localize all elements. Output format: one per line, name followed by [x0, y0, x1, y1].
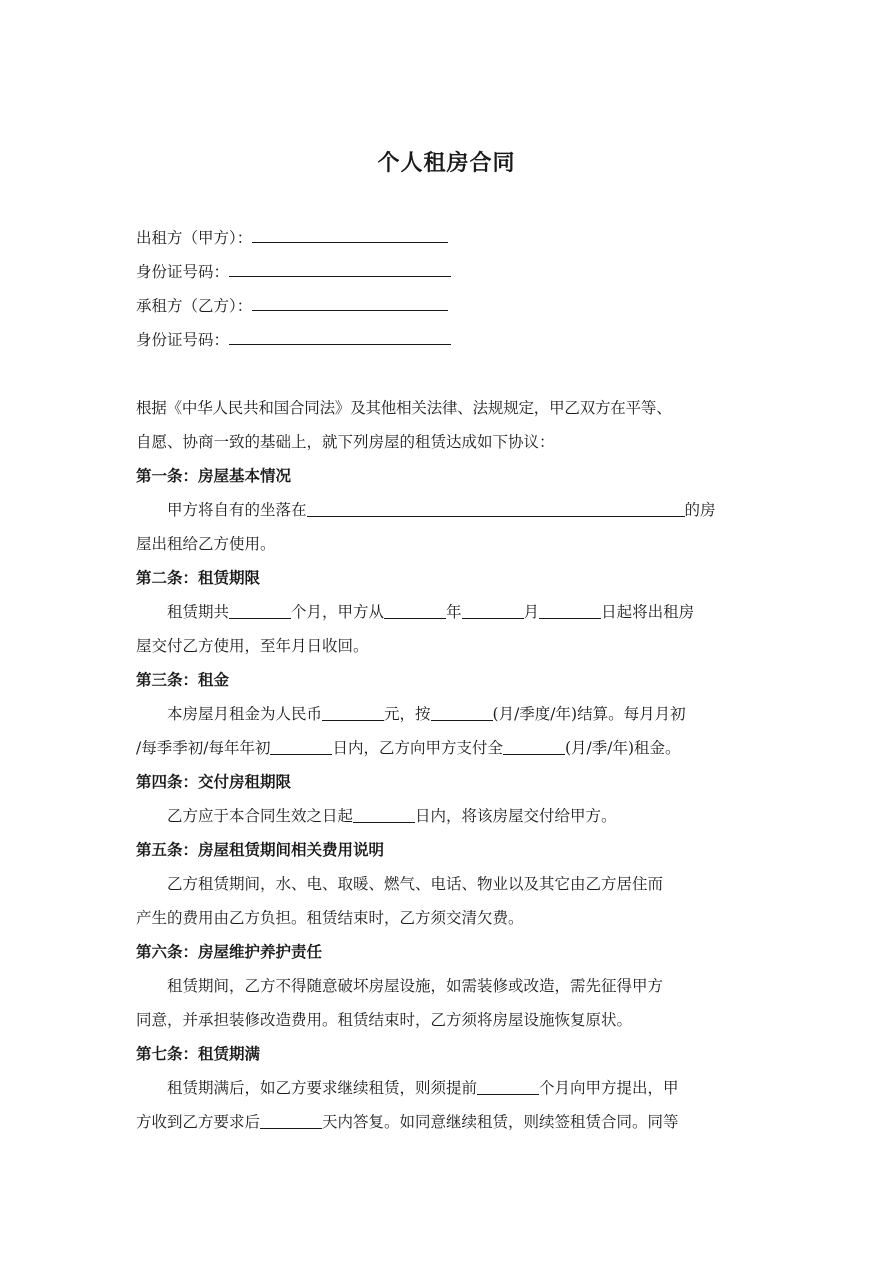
article-7-heading: 第七条：租赁期满: [136, 1044, 261, 1063]
article-3-text-2: 元，按: [384, 705, 431, 723]
article-6-line-1: 租赁期间，乙方不得随意破坏房屋设施，如需装修或改造，需先征得甲方: [167, 977, 664, 995]
contract-body: [136, 391, 771, 1139]
article-5-heading: 第五条：房屋租赁期间相关费用说明: [136, 840, 385, 859]
article-7-text-2: 个月向甲方提出，甲: [539, 1079, 679, 1097]
rent-amount-blank: [322, 702, 384, 721]
article-7-text-1: 租赁期满后，如乙方要求继续租赁，则须提前: [167, 1079, 478, 1097]
delivery-days-blank: [353, 804, 415, 823]
lessee-id-label: 身份证号码：: [136, 331, 230, 349]
article-1-text-2: 的房: [684, 501, 716, 519]
article-3-heading: 第三条：租金: [136, 670, 230, 689]
article-2-heading: 第二条：租赁期限: [136, 568, 261, 587]
lessor-id-line: [136, 261, 451, 282]
lessor-id-label: 身份证号码：: [136, 263, 230, 281]
article-4-line-1: [136, 799, 771, 833]
article-5-line-1: 乙方租赁期间，水、电、取暖、燃气、电话、物业以及其它由乙方居住而: [167, 875, 664, 893]
lessor-label: 出租方（甲方）：: [136, 229, 253, 247]
months-blank: [229, 600, 291, 619]
lessee-id-line: [136, 329, 451, 350]
article-7-line-1: [136, 1071, 771, 1105]
article-4-text-2: 日内，将该房屋交付给甲方。: [415, 807, 617, 825]
article-6-heading: 第六条：房屋维护养护责任: [136, 942, 323, 961]
lessor-blank: [252, 227, 448, 243]
article-1-line-2: 屋出租给乙方使用。: [136, 535, 276, 553]
article-7-line-2: [136, 1105, 771, 1139]
article-6-line-2: 同意，并承担装修改造费用。租赁结束时，乙方须将房屋设施恢复原状。: [136, 1011, 633, 1029]
article-3-line-2: [136, 731, 771, 765]
article-2-text-5: 日起将出租房: [601, 603, 695, 621]
article-1-line-1: [136, 493, 771, 527]
article-7-text-4: 天内答复。如同意继续租赁，则续签租赁合同。同等: [322, 1113, 679, 1131]
article-3-text-1: 本房屋月租金为人民币: [167, 705, 323, 723]
lessee-blank: [252, 295, 448, 311]
article-3-text-6: (月/季/年)租金。: [564, 739, 681, 757]
article-2-line-1: [136, 595, 771, 629]
notice-months-blank: [477, 1076, 539, 1095]
article-2-text-3: 年: [446, 603, 462, 621]
lessee-id-blank: [229, 329, 451, 345]
article-4-heading: 第四条：交付房租期限: [136, 772, 292, 791]
lessee-line: [136, 295, 448, 316]
article-2-text-2: 个月，甲方从: [291, 603, 385, 621]
article-3-text-4: /每季季初/每年年初: [136, 739, 271, 757]
intro-line-2: 自愿、协商一致的基础上，就下列房屋的租赁达成如下协议：: [136, 433, 555, 451]
article-4-text-1: 乙方应于本合同生效之日起: [167, 807, 354, 825]
page-title: 个人租房合同: [377, 150, 516, 176]
article-2-text-1: 租赁期共: [167, 603, 230, 621]
payment-period-blank: [503, 736, 565, 755]
settlement-period-blank: [431, 702, 493, 721]
article-1-heading: 第一条：房屋基本情况: [136, 466, 292, 485]
article-3-text-5: 日内，乙方向甲方支付全: [332, 739, 503, 757]
article-5-line-2: 产生的费用由乙方负担。租赁结束时，乙方须交清欠费。: [136, 909, 524, 927]
payment-days-blank: [270, 736, 332, 755]
article-3-text-3: (月/季度/年)结算。每月月初: [492, 705, 686, 723]
article-3-line-1: [136, 697, 771, 731]
lessor-line: [136, 227, 448, 248]
address-blank: [307, 498, 685, 517]
year-blank: [384, 600, 446, 619]
article-7-text-3: 方收到乙方要求后: [136, 1113, 261, 1131]
reply-days-blank: [260, 1110, 322, 1129]
intro-line-1: 根据《中华人民共和国合同法》及其他相关法律、法规规定，甲乙双方在平等、: [136, 399, 672, 417]
article-2-text-4: 月: [523, 603, 540, 621]
lessor-id-blank: [229, 261, 451, 277]
article-2-line-2: 屋交付乙方使用，至年月日收回。: [136, 637, 369, 655]
month-blank: [462, 600, 524, 619]
day-blank: [539, 600, 601, 619]
lessee-label: 承租方（乙方）：: [136, 297, 253, 315]
article-1-text: 甲方将自有的坐落在: [167, 501, 307, 519]
